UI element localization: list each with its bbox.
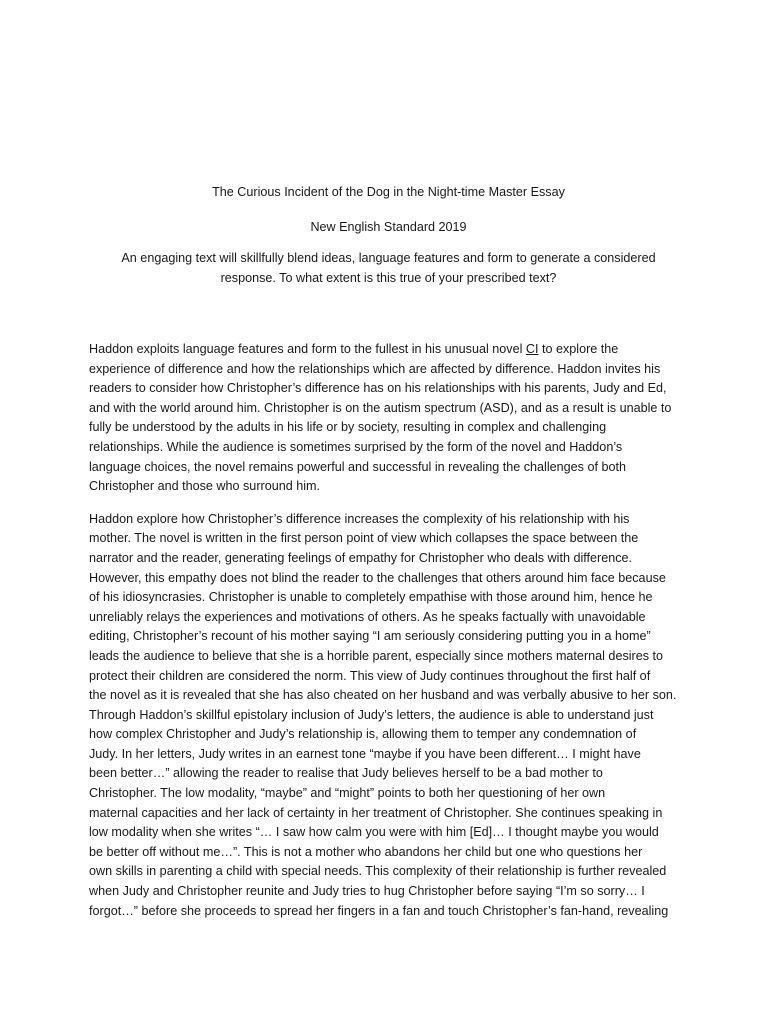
- paragraph-line: protect their children are considered the norm. This view of Judy continues throughout the first half of: [89, 668, 651, 683]
- paragraph-line: Judy. In her letters, Judy writes in an earnest tone “maybe if you have been different… I might have: [89, 746, 641, 761]
- text-run: Haddon exploits language features and form to the fullest in his unusual novel: [89, 342, 526, 356]
- paragraph-line: relationships. While the audience is sometimes surprised by the form of the novel and Haddon’s: [89, 439, 623, 454]
- prompt-line: response. To what extent is this true of your prescribed text?: [220, 270, 557, 285]
- paragraph-line: of his idiosyncrasies. Christopher is unable to completely empathise with those around him, hence he: [89, 590, 653, 605]
- paragraph-line: low modality when she writes “… I saw how calm you were with him [Ed]… I thought maybe you would: [89, 825, 659, 840]
- paragraph-line: experience of difference and how the relationships which are affected by difference. Haddon invites his: [89, 361, 661, 376]
- paragraph-line: [89, 340, 688, 360]
- paragraph-line: However, this empathy does not blind the reader to the challenges that others around him face because: [89, 570, 666, 585]
- prompt-line: An engaging text will skillfully blend ideas, language features and form to generate a considered: [121, 251, 656, 265]
- paragraph-line: and with the world around him. Christopher is on the autism spectrum (ASD), and as a result is unable to: [89, 400, 672, 415]
- essay-body: [89, 340, 688, 921]
- paragraph-line: maternal capacities and her lack of certainty in her treatment of Christopher. She continues speaking in: [89, 805, 663, 820]
- paragraph-line: mother. The novel is written in the first person point of view which collapses the space between the: [89, 531, 639, 546]
- paragraph-line: readers to consider how Christopher’s difference has on his relationships with his parents, Judy and Ed,: [89, 381, 667, 396]
- essay-prompt: [103, 249, 674, 288]
- paragraph-line: fully be understood by the adults in his life or by society, resulting in complex and challenging: [89, 420, 607, 435]
- paragraph-line: be better off without me…”. This is not a mother who abandons her child but one who questions her: [89, 844, 643, 859]
- paragraph-line: unreliably relays the experiences and motivations of others. As he speaks factually with unavoidable: [89, 609, 646, 624]
- paragraph-line: the novel as it is revealed that she has also cheated on her husband and was verbally abusive to her son.: [89, 688, 677, 703]
- paragraph-line: editing, Christopher’s recount of his mother saying “I am seriously considering putting you in a home”: [89, 629, 651, 644]
- paragraph-1: [89, 340, 688, 497]
- paragraph-line: Christopher. The low modality, “maybe” and “might” points to both her questioning of her own: [89, 786, 606, 801]
- novel-abbreviation: CI: [525, 342, 539, 356]
- text-run: to explore the: [538, 342, 619, 356]
- paragraph-line: own skills in parenting a child with special needs. This complexity of their relationship is further revealed: [89, 864, 667, 879]
- paragraph-line: Through Haddon’s skillful epistolary inclusion of Judy’s letters, the audience is able to understand just: [89, 707, 654, 722]
- paragraph-line: language choices, the novel remains powerful and successful in revealing the challenges of both: [89, 459, 626, 474]
- paragraph-line: Haddon explore how Christopher’s difference increases the complexity of his relationship with his: [89, 511, 630, 526]
- paragraph-line: how complex Christopher and Judy’s relationship is, allowing them to temper any condemnation of: [89, 727, 637, 742]
- paragraph-line: narrator and the reader, generating feelings of empathy for Christopher who deals with difference.: [89, 550, 633, 565]
- essay-subtitle: New English Standard 2019: [310, 220, 467, 234]
- paragraph-line: when Judy and Christopher reunite and Judy tries to hug Christopher before saying “I’m so sorry… I: [89, 884, 645, 899]
- paragraph-line: forgot…” before she proceeds to spread her fingers in a fan and touch Christopher’s fan-hand, revealing: [89, 903, 669, 918]
- paragraph-2: [89, 510, 688, 921]
- paragraph-line: Christopher and those who surround him.: [89, 479, 321, 494]
- paragraph-line: been better…” allowing the reader to realise that Judy believes herself to be a bad mother to: [89, 766, 603, 781]
- essay-title: The Curious Incident of the Dog in the Night-time Master Essay: [212, 185, 565, 199]
- paragraph-line: leads the audience to believe that she is a horrible parent, especially since mothers maternal desires to: [89, 648, 664, 663]
